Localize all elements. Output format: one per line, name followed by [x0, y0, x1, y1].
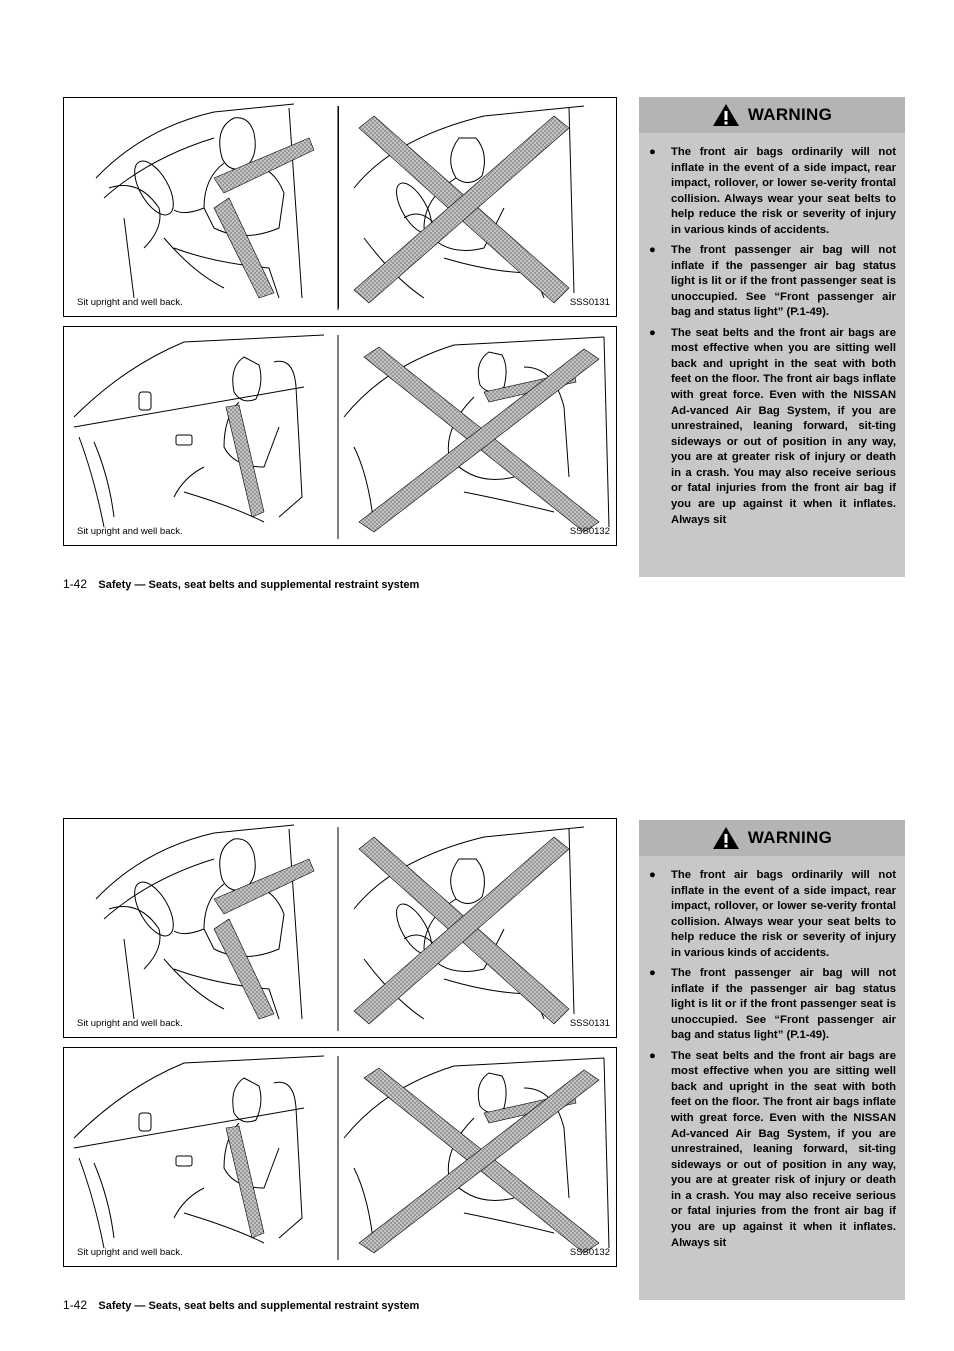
- warning-text: The front passenger air bag will not inflate if the passenger air bag status light is lit or if the front passenger seat is unoccupied. See “Front passenger air bag and status light” (P.1-49).: [671, 967, 896, 1042]
- driver-posture-illustration: [64, 819, 618, 1039]
- list-item: [649, 1049, 896, 1252]
- list-item: [649, 966, 896, 1044]
- page-top: [0, 0, 954, 620]
- figure-code: SSS0132: [569, 526, 610, 537]
- bullet: ●: [649, 967, 656, 980]
- section-title: Safety — Seats, seat belts and supplemental restraint system: [98, 579, 420, 591]
- figure-code: SSS0131: [569, 297, 610, 308]
- figure-caption: Sit upright and well back.: [77, 1247, 183, 1258]
- warning-text: The front air bags ordinarily will not inflate in the event of a side impact, rear impact, rollover, or lower se-verity frontal collision. Always wear your seat belts to help reduce the risk or severity of injury in various kinds of accidents.: [671, 146, 896, 236]
- figure-driver-posture: [63, 818, 617, 1038]
- figure-caption: Sit upright and well back.: [77, 297, 183, 308]
- warning-triangle-icon: [712, 826, 740, 850]
- figure-caption: Sit upright and well back.: [77, 526, 183, 537]
- warning-title: WARNING: [747, 828, 833, 847]
- warning-text: The front passenger air bag will not inflate if the passenger air bag status light is lit or if the front passenger seat is unoccupied. See “Front passenger air bag and status light” (P.1-49).: [671, 244, 896, 319]
- warning-triangle-icon: [712, 103, 740, 127]
- warning-header: [639, 97, 905, 133]
- figure-code: SSS0132: [569, 1247, 610, 1258]
- figure-code: SSS0131: [569, 1018, 610, 1029]
- figure-passenger-posture: [63, 1047, 617, 1267]
- warning-title: WARNING: [747, 105, 833, 124]
- warning-text: The front air bags ordinarily will not inflate in the event of a side impact, rear impact, rollover, or lower se-verity frontal collision. Always wear your seat belts to help reduce the risk or severity of injury in various kinds of accidents.: [671, 869, 896, 959]
- section-title: Safety — Seats, seat belts and supplemental restraint system: [98, 1300, 420, 1312]
- driver-posture-illustration: [64, 98, 618, 318]
- page-bottom: [0, 721, 954, 1341]
- page-footer: [63, 577, 419, 591]
- figure-driver-posture: [63, 97, 617, 317]
- bullet: ●: [649, 326, 656, 339]
- warning-text: The seat belts and the front air bags are most effective when you are sitting well back and upright in the seat with both feet on the floor. The front air bags inflate with great force. Even with the NISSAN Ad-vanced Air Bag System, if you are unrestrained, leaning forward, sit-ting sideways or out of position in any way, you are at greater risk of injury or death in a crash. You may also receive serious or fatal injuries from the front air bag if you are up against it when it inflates. Always sit: [671, 326, 896, 526]
- passenger-posture-illustration: [64, 327, 618, 547]
- warning-box: [639, 97, 905, 577]
- warning-box: [639, 820, 905, 1300]
- bullet: ●: [649, 146, 656, 158]
- figure-divider: [338, 106, 339, 308]
- page-footer: [63, 1298, 419, 1312]
- figure-caption: Sit upright and well back.: [77, 1018, 183, 1029]
- page-number: 1-42: [63, 1298, 88, 1312]
- list-item: [649, 145, 896, 239]
- warning-header: [639, 820, 905, 856]
- list-item: [649, 868, 896, 962]
- warning-list: [639, 133, 905, 528]
- page-number: 1-42: [63, 577, 88, 591]
- list-item: [649, 326, 896, 529]
- list-item: [649, 243, 896, 321]
- bullet: ●: [649, 869, 656, 881]
- bullet: ●: [649, 1049, 656, 1062]
- passenger-posture-illustration: [64, 1048, 618, 1268]
- warning-text: The seat belts and the front air bags are most effective when you are sitting well back and upright in the seat with both feet on the floor. The front air bags inflate with great force. Even with the NISSAN Ad-vanced Air Bag System, if you are unrestrained, leaning forward, sit-ting sideways or out of position in any way, you are at greater risk of injury or death in a crash. You may also receive serious or fatal injuries from the front air bag if you are up against it when it inflates. Always sit: [671, 1049, 896, 1249]
- warning-list: [639, 856, 905, 1251]
- figure-passenger-posture: [63, 326, 617, 546]
- bullet: ●: [649, 244, 656, 257]
